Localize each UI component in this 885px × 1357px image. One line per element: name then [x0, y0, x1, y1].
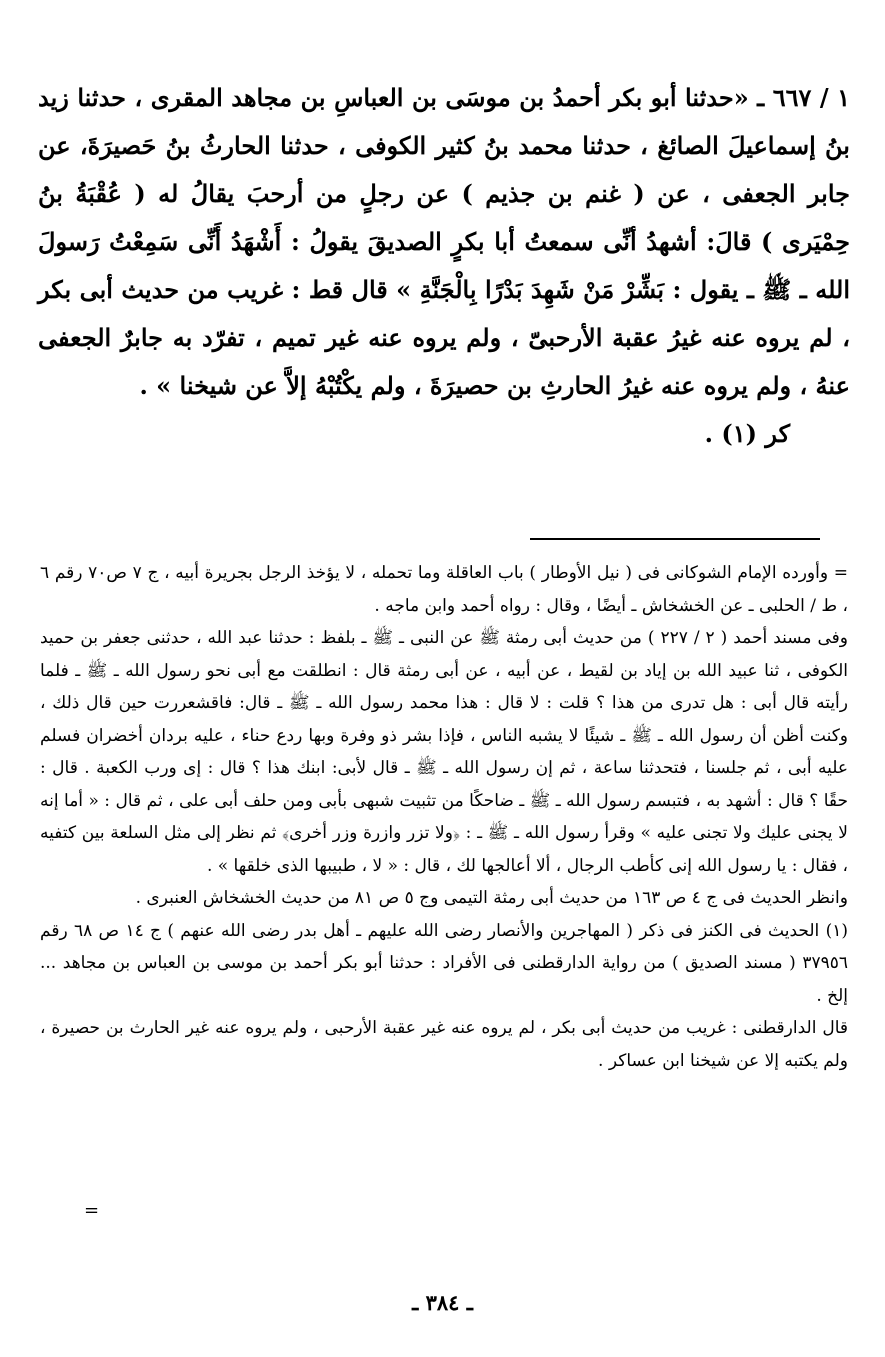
footnote-paragraph: قال الدارقطنى : غريب من حديث أبى بكر ، لم يروه عنه غير عقبة الأرحبى ، ولم يروه عنه غير الحارث بن حصيرة ، ولم يكتبه إلا عن شيخنا ابن عساكر . [40, 1018, 848, 1071]
hadith-text: ١ / ٦٦٧ ـ «حدثنا أبو بكر أحمدُ بن موسَى بن العباسِ بن مجاهد المقرى ، حدثنا زيد بنُ إسماعيلَ الصائغ ، حدثنا محمد بنُ كثير الكوفى ، حدثنا الحارثُ بنُ حَصيرَةَ، عن جابر الجعفى ، عن ( غنم بن جذيم ) عن رجلٍ من أرحبَ يقالُ له ( عُقْبَةُ بنُ حِمْيَرى ) قالَ: أشهدُ أنِّى سمعتُ أبا بكرٍ الصديقَ يقولُ : أَشْهَدُ أَنِّى سَمِعْتُ رَسولَ الله ـ ﷺ ـ يقول : بَشِّرْ مَنْ شَهِدَ بَدْرًا بِالْجَنَّةِ » قال قط : غريب من حديث أبى بكر ، لم يروه عنه غيرُ عقبة الأرحبىّ ، ولم يروه عنه غير تميم ، تفرّد به جابرٌ الجعفى عنهُ ، ولم يروه عنه غيرُ الحارثِ بن حصيرَةَ ، ولم يكْتُبْهُ إلاَّ عن شيخنا » . [38, 83, 850, 400]
page-number: ـ ٣٨٤ ـ [412, 1290, 473, 1315]
main-text [38, 74, 850, 458]
footnotes [40, 557, 848, 1077]
footnote-paragraph: (١) الحديث فى الكنز فى ذكر ( المهاجرين والأنصار رضى الله عليهم ـ أهل بدر رضى الله عنهم ) ج ١٤ ص ٦٨ رقم ٣٧٩٥٦ ( مسند الصديق ) من رواية الدارقطنى فى الأفراد : حدثنا أبو بكر أحمد بن موسى بن العباس بن مجاهد ... إلخ . [40, 920, 848, 1006]
footnote-separator [530, 538, 820, 540]
source-reference: كر (١) . [704, 419, 790, 448]
footnote-paragraph: وانظر الحديث فى ج ٤ ص ١٦٣ من حديث أبى رمثة التيمى وج ٥ ص ٨١ من حديث الخشخاش العنبرى . [135, 888, 848, 908]
footnote-paragraph: وفى مسند أحمد ( ٢ / ٢٢٧ ) من حديث أبى رمثة ﷺ عن النبى ـ ﷺ ـ بلفظ : حدثنا عبد الله ، حدثنى جعفر بن حميد الكوفى ، ثنا عبيد الله بن إياد بن لقيط ، عن أبيه ، عن أبى رمثة قال : انطلقت مع أبى نحو رسول الله ـ ﷺ ـ فلما رأيته قال أبى : هل تدرى من هذا ؟ قلت : لا قال : هذا محمد رسول الله ـ ﷺ ـ قال: فاقشعررت حين قال ذلك ، وكنت أظن أن رسول الله ـ ﷺ ـ شيئًا لا يشبه الناس ، فإذا بشر ذو وفرة وبها ردع حناء ، عليه بردان أخضران فسلم عليه أبى ، ثم جلسنا ، فتحدثنا ساعة ، ثم إن رسول الله ـ ﷺ ـ قال لأبى: ابنك هذا ؟ قال : إى ورب الكعبة . قال : حقًا ؟ قال : أشهد به ، فتبسم رسول الله ـ ﷺ ـ ضاحكًا من تثبيت شبهى بأبى ومن حلف أبى على ، ثم قال : « أما إنه لا يجنى عليك ولا تجنى عليه » وقرأ رسول الله ـ ﷺ ـ : ﴿ولا تزر وازرة وزر أخرى﴾ ثم نظر إلى مثل السلعة بين كتفيه ، فقال : يا رسول الله إنى كأطب الرجال ، ألا أعالجها لك ، قال : « لا ، طبيبها الذى خلقها » . [40, 628, 849, 876]
continuation-mark: = [84, 1200, 100, 1221]
footnote-paragraph: = وأورده الإمام الشوكانى فى ( نيل الأوطار ) باب العاقلة وما تحمله ، لا يؤخذ الرجل بجريرة أبيه ، ج ٧ ص٧٠ رقم ٦ ، ط / الحلبى ـ عن الخشخاش ـ أيضًا ، وقال : رواه أحمد وابن ماجه . [40, 563, 848, 616]
